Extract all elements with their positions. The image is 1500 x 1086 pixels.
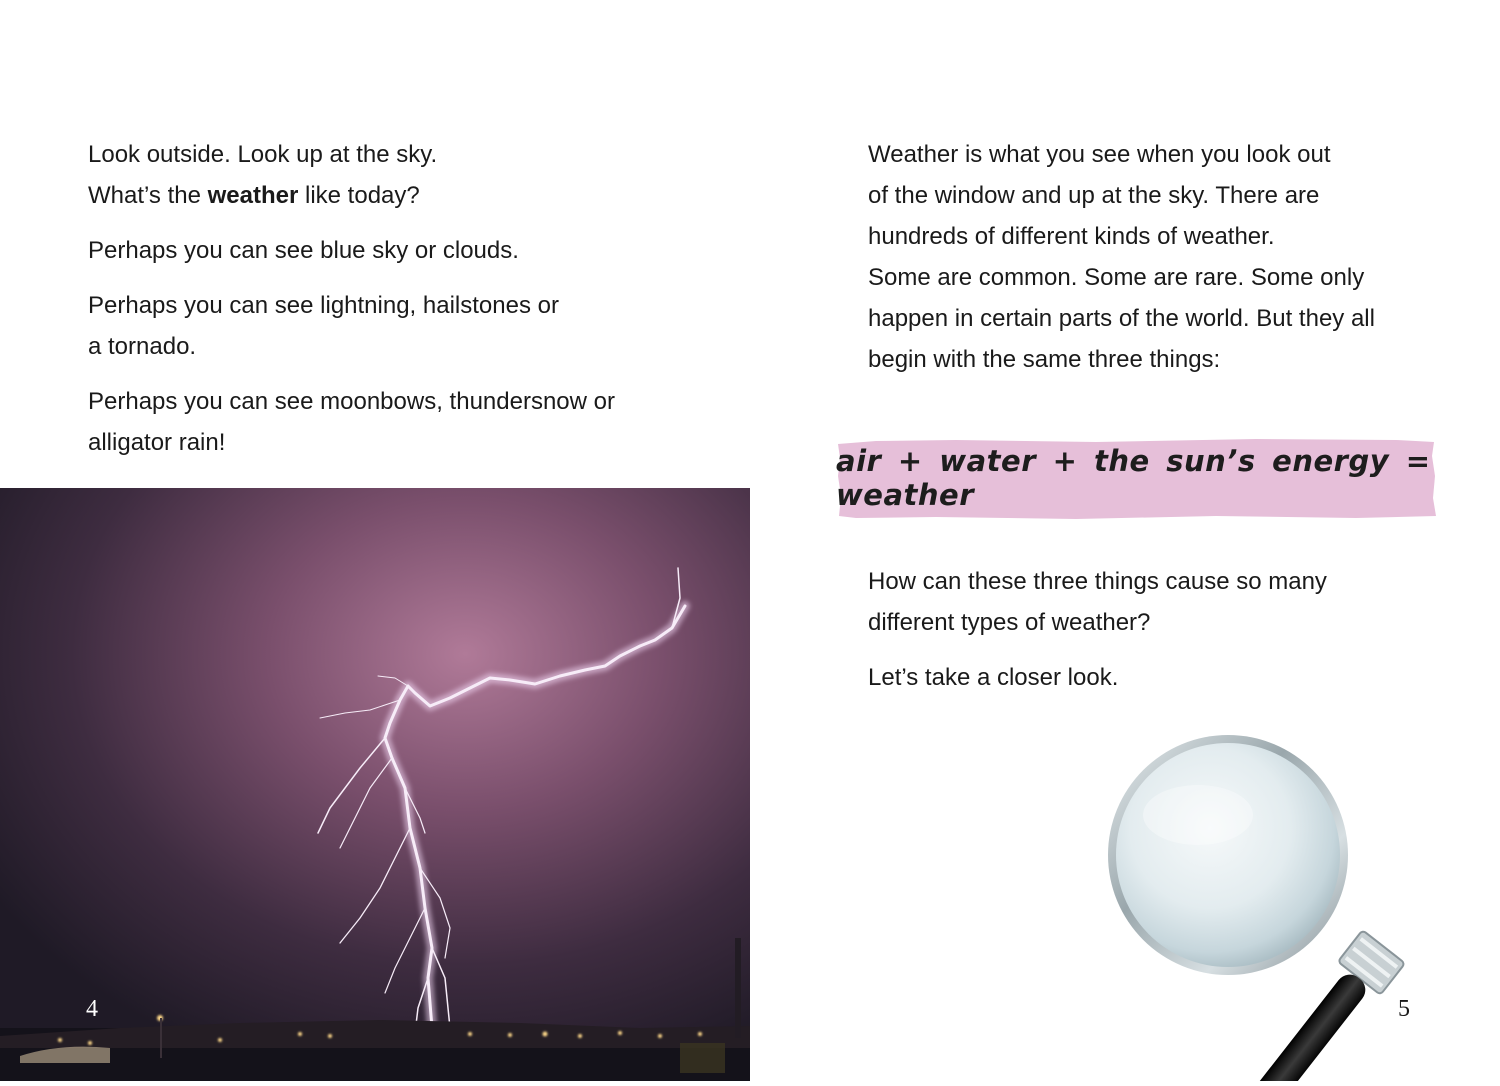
question-line-2: different types of weather? [868,609,1151,636]
right-text-block [868,134,1428,394]
lightning-photo-svg [0,488,750,1081]
night-sky [0,488,750,1081]
lightning-photo [0,488,750,1081]
sky-paragraph: Perhaps you can see blue sky or clouds. [88,237,519,264]
page-number-left: 4 [86,996,98,1022]
intro-line-2 [88,175,688,216]
definition-line-2: of the window and up at the sky. There are [868,182,1320,209]
moonbows-line-1: Perhaps you can see moonbows, thundersnow or [88,388,615,415]
intro-paragraph [88,134,688,216]
lightning-line-2: a tornado. [88,333,197,360]
lightning-paragraph [88,285,688,367]
left-text-block [88,134,688,477]
right-page [750,0,1500,1081]
intro-line-2-end: like today? [298,182,420,209]
definition-line-1: Weather is what you see when you look out [868,141,1331,168]
intro-line-1: Look outside. Look up at the sky. [88,141,438,168]
intro-line-2-start: What’s the [88,182,208,209]
definition-line-5: happen in certain parts of the world. But they all [868,305,1375,332]
definition-line-4: Some are common. Some are rare. Some only [868,264,1365,291]
keyword-weather: weather [207,182,299,209]
question-line-1: How can these three things cause so many [868,568,1327,595]
closer-look-paragraph: Let’s take a closer look. [868,664,1119,691]
weather-formula: air + water + the sun’s energy = weather [836,444,1431,512]
moonbows-paragraph [88,381,688,463]
tower [735,938,741,1038]
definition-line-6: begin with the same three things: [868,346,1221,373]
container [680,1043,725,1073]
question-paragraph [868,561,1428,643]
magnifying-glass-photo [1078,725,1500,1081]
moonbows-line-2: alligator rain! [88,429,226,456]
left-page [0,0,750,1081]
page-number-right: 5 [1398,996,1410,1022]
weather-definition-paragraph [868,134,1428,380]
right-text-block-2 [868,561,1428,712]
magnifying-glass-icon [1078,725,1500,1081]
formula-band [836,436,1436,520]
light-pole [160,1018,162,1058]
definition-line-3: hundreds of different kinds of weather. [868,223,1275,250]
lens-highlight [1143,785,1253,845]
lightning-line-1: Perhaps you can see lightning, hailstones or [88,292,559,319]
magnifier-lens [1116,743,1340,967]
